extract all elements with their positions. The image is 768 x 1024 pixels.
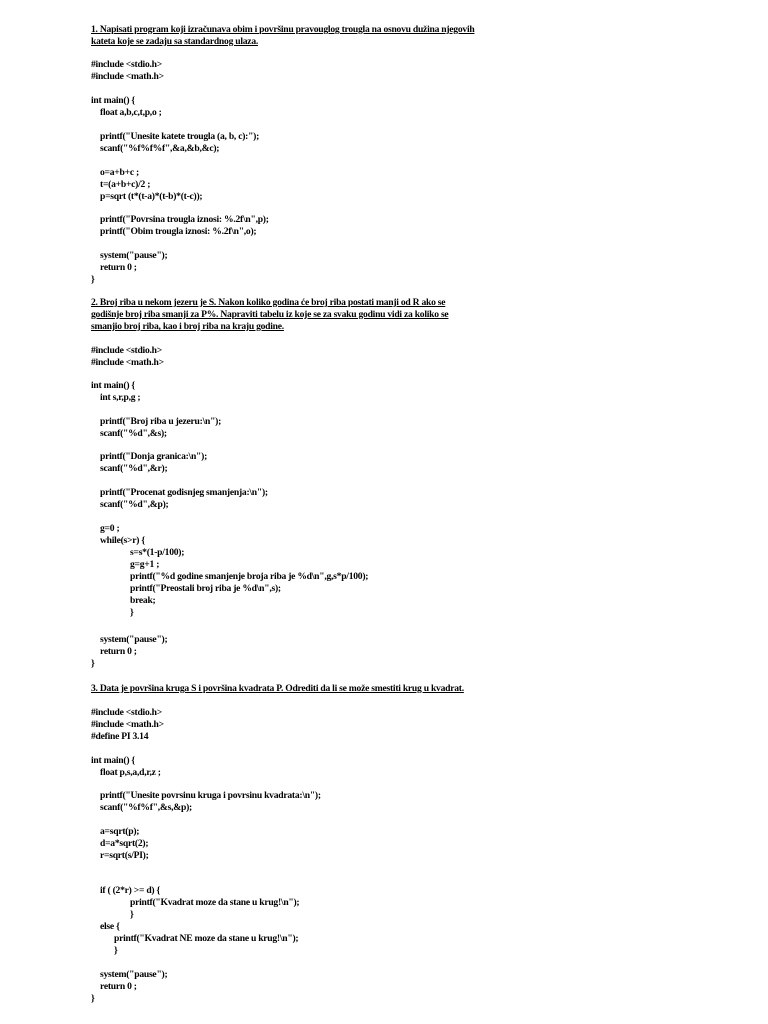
code-line: scanf("%d",&p); — [100, 499, 169, 510]
code-line: int main() { — [91, 95, 135, 106]
code-line: #include <stdio.h> — [91, 59, 162, 70]
code-line: printf("Procenat godisnjeg smanjenja:\n"); — [100, 487, 268, 498]
code-line: printf("Kvadrat moze da stane u krug!\n"); — [130, 897, 300, 908]
code-line: printf("Kvadrat NE moze da stane u krug!\n"); — [114, 933, 299, 944]
code-line: } — [114, 945, 118, 956]
code-line: s=s*(1-p/100); — [130, 547, 185, 558]
code-line: printf("Unesite povrsinu kruga i povrsinu kvadrata:\n"); — [100, 790, 321, 801]
code-line: int main() { — [91, 380, 135, 391]
code-line: printf("Unesite katete trougla (a, b, c):"); — [100, 131, 260, 142]
code-line: system("pause"); — [100, 969, 168, 980]
code-line: d=a*sqrt(2); — [100, 838, 149, 849]
code-line: float a,b,c,t,p,o ; — [100, 107, 162, 118]
code-line: } — [130, 909, 134, 920]
code-line: #include <math.h> — [91, 71, 164, 82]
code-line: #include <stdio.h> — [91, 345, 162, 356]
code-line: scanf("%d",&s); — [100, 428, 167, 439]
code-line: system("pause"); — [100, 250, 168, 261]
code-line: system("pause"); — [100, 634, 168, 645]
code-line: } — [130, 607, 134, 618]
code-line: r=sqrt(s/PI); — [100, 850, 149, 861]
code-line: #include <math.h> — [91, 719, 164, 730]
code-line: #include <math.h> — [91, 357, 164, 368]
code-line: p=sqrt (t*(t-a)*(t-b)*(t-c)); — [100, 191, 203, 202]
code-line: scanf("%f%f",&s,&p); — [100, 802, 192, 813]
task3-heading-line1: 3. Data je površina kruga S i površina kvadrata P. Odrediti da li se može smestiti krug u kvadrat. — [91, 683, 464, 694]
code-line: printf("Donja granica:\n"); — [100, 451, 208, 462]
task1-heading-line1: 1. Napisati program koji izračunava obim i površinu pravouglog trougla na osnovu dužina njegovih — [91, 24, 475, 35]
code-line: #define PI 3.14 — [91, 731, 149, 742]
code-line: float p,s,a,d,r,z ; — [100, 767, 161, 778]
task2-heading-line2: godišnje broj riba smanji za P%. Napraviti tabelu iz koje se za svaku godinu vidi za koliko se — [91, 309, 449, 320]
task1-heading-line2: kateta koje se zadaju sa standardnog ulaza. — [91, 36, 259, 47]
code-line: printf("Povrsina trougla iznosi: %.2f\n",p); — [100, 214, 269, 225]
code-line: int main() { — [91, 755, 135, 766]
code-line: } — [91, 274, 95, 285]
code-line: #include <stdio.h> — [91, 707, 162, 718]
code-line: a=sqrt(p); — [100, 826, 140, 837]
code-line: while(s>r) { — [100, 535, 145, 546]
code-line: o=a+b+c ; — [100, 167, 139, 178]
code-line: scanf("%f%f%f",&a,&b,&c); — [100, 143, 220, 154]
code-line: break; — [130, 595, 156, 606]
code-line: if ( (2*r) >= d) { — [100, 885, 161, 896]
code-line: return 0 ; — [100, 981, 137, 992]
code-line: } — [91, 658, 95, 669]
code-line: } — [91, 993, 95, 1004]
code-line: printf("Obim trougla iznosi: %.2f\n",o); — [100, 226, 257, 237]
code-line: g=g+1 ; — [130, 559, 160, 570]
code-line: printf("Broj riba u jezeru:\n"); — [100, 416, 222, 427]
code-line: return 0 ; — [100, 262, 137, 273]
code-line: printf("%d godine smanjenje broja riba je %d\n",g,s*p/100); — [130, 571, 369, 582]
task2-heading-line3: smanjio broj riba, kao i broj riba na kraju godine. — [91, 321, 284, 332]
code-line: return 0 ; — [100, 646, 137, 657]
code-line: t=(a+b+c)/2 ; — [100, 179, 151, 190]
task2-heading-line1: 2. Broj riba u nekom jezeru je S. Nakon koliko godina će broj riba postati manji od R ako se — [91, 297, 446, 308]
code-line: else { — [100, 921, 120, 932]
code-line: scanf("%d",&r); — [100, 463, 168, 474]
code-line: printf("Preostali broj riba je %d\n",s); — [130, 583, 281, 594]
code-line: g=0 ; — [100, 523, 120, 534]
code-line: int s,r,p,g ; — [100, 392, 141, 403]
